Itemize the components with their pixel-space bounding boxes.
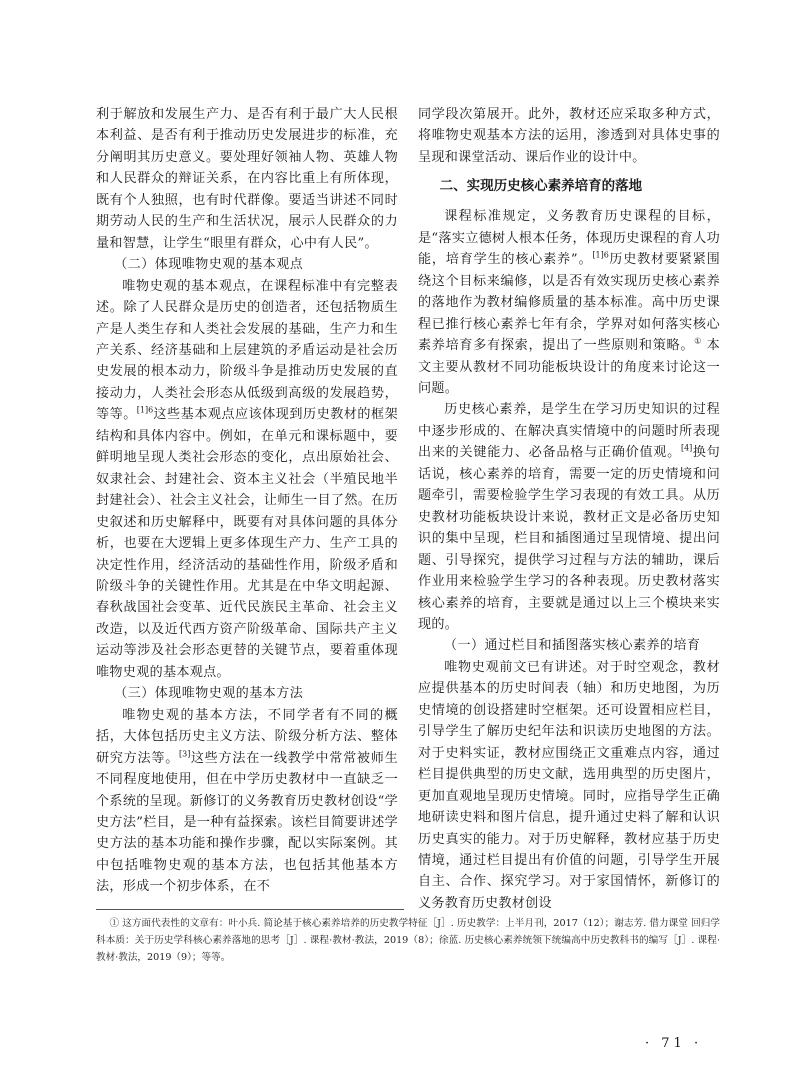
paragraph: 唯物史观的基本观点，在课程标准中有完整表述。除了人民群众是历史的创造者，还包括物质生产是人类生存和人类社会发展的基础，生产力和生产关系、经济基础和上层建筑的矛盾运动是社会历史发展的根本动力，阶级斗争是推动历史发展的直接动力，人类社会形态从低级到高级的发展趋势，等等。$^{[1]6}$这些基本观点应该体现到历史教材的框架结构和具体内容中。例如，在单元和课标题中，要鲜明地呈现人类社会形态的变化，点出原始社会、奴隶社会、封建社会、资本主义社会（半殖民地半封建社会）、社会主义社会，让师生一目了然。在历史叙述和历史解释中，既要有对具体问题的具体分析，也要在大逻辑上更多体现生产力、生产工具的决定性作用，经济活动的基础性作用，阶级矛盾和阶级斗争的关键性作用。尤其是在中华文明起源、春秋战国社会变革、近代民族民主革命、社会主义改造，以及近代西方资产阶级革命、国际共产主义运动等涉及社会形态更替的关键节点，要着重体现唯物史观的基本观点。 (96, 278, 398, 680)
citation-ref: [4] (680, 443, 693, 453)
subsection-heading: （二）体现唯物史观的基本观点 (114, 257, 304, 273)
paragraph: 同学段次第展开。此外，教材还应采取多种方式，将唯物史观基本方法的运用，渗透到对具体史事的呈现和课堂活动、课后作业的设计中。 (418, 107, 720, 165)
section-heading: 二、实现历史核心素养培育的落地 (439, 178, 643, 195)
citation-ref: [1]6 (136, 405, 154, 415)
left-column (96, 104, 398, 898)
footnote-divider (96, 909, 404, 910)
paragraph: 课程标准规定，义务教育历史课程的目标，是“落实立德树人根本任务，体现历史课程的育人功能，培育学生的核心素养”。$^{[1]6}$历史教材要紧紧围绕这个目标来编修，以是否有效实现历史核心素养的落地作为教材编修质量的基本标准。高中历史课程已推行核心素养七年有余，学界对如何落实核心素养培育多有探索，提出了一些原则和策略。① 本文主要从教材不同功能板块设计的角度来讨论这一问题。 (418, 209, 721, 396)
citation-ref: [1]6 (592, 250, 609, 260)
footnote: ① 这方面代表性的文章有：叶小兵. 简论基于核心素养培养的历史教学特征［J］. 历史教学：上半月刊，2017（12）；谢志芳. 借力课堂 回归学科本质：关于历史学科核心素养落地的思考［J］. 课程·教材·教法，2019（8）；徐蓝. 历史核心素养统领下统编高中历史教科书的编写［J］. 课程·教材·教法，2019（9）；等等。 (96, 918, 720, 963)
paragraph: 唯物史观前文已有讲述。对于时空观念，教材应提供基本的历史时间表（轴）和历史地图，为历史情境的创设搭建时空框架。还可设置相应栏目，引导学生了解历史纪年法和识读历史地图的方法。对于史料实证，教材应围绕正文重难点内容，通过栏目提供典型的历史文献，选用典型的历史图片，更加直观地呈现历史情境。同时，应指导学生正确地研读史料和图片信息，提升通过史料了解和认识历史真实的能力。对于历史解释，教材应基于历史情境，通过栏目提出有价值的问题，引导学生开展自主、合作、探究学习。对于家国情怀，新修订的义务教育历史教材创设 (418, 659, 720, 911)
subsection-heading: （一）通过栏目和插图落实核心素养的培育 (444, 638, 701, 654)
paragraph: 历史核心素养，是学生在学习历史知识的过程中逐步形成的、在解决真实情境中的问题时所表现出来的关键能力、必备品格与正确价值观。[4]换句话说，核心素养的培育，需要一定的历史情境和问题牵引，需要检验学生学习表现的有效工具。从历史教材功能板块设计来说，教材正文是必备历史知识的集中呈现，栏目和插图通过呈现情境、提出问题、引导探究，提供学习过程与方法的辅助，课后作业用来检验学生学习的各种表现。历史教材落实核心素养的培育，主要就是通过以上三个模块来实现的。 (418, 402, 720, 632)
citation-ref: [3] (179, 749, 191, 759)
subsection-heading: （三）体现唯物史观的基本方法 (114, 686, 304, 702)
footnote-marker[interactable]: ① (694, 336, 702, 346)
right-column (418, 104, 720, 914)
paragraph: 利于解放和发展生产力、是否有利于最广大人民根本利益、是否有利于推动历史发展进步的标准，充分阐明其历史意义。要处理好领袖人物、英雄人物和人民群众的辩证关系，在内容比重上有所体现，既有个人独照，也有时代群像。要适当讲述不同时期劳动人民的生产和生活状况，展示人民群众的力量和智慧，让学生“眼里有群众，心中有人民”。 (96, 107, 398, 251)
page-number: · 71 · (645, 1036, 703, 1051)
paragraph: 唯物史观的基本方法，不同学者有不同的概括，大体包括历史主义方法、阶级分析方法、整体研究方法等。[3]这些方法在一线教学中常常被师生不同程度地使用，但在中学历史教材中一直缺乏一个系统的呈现。新修订的义务教育历史教材创设“学史方法”栏目，是一种有益探索。该栏目简要讲述学史方法的基本功能和操作步骤，配以实际案例。其中包括唯物史观的基本方法，也包括其他基本方法，形成一个初步体系，在不 (96, 707, 398, 895)
